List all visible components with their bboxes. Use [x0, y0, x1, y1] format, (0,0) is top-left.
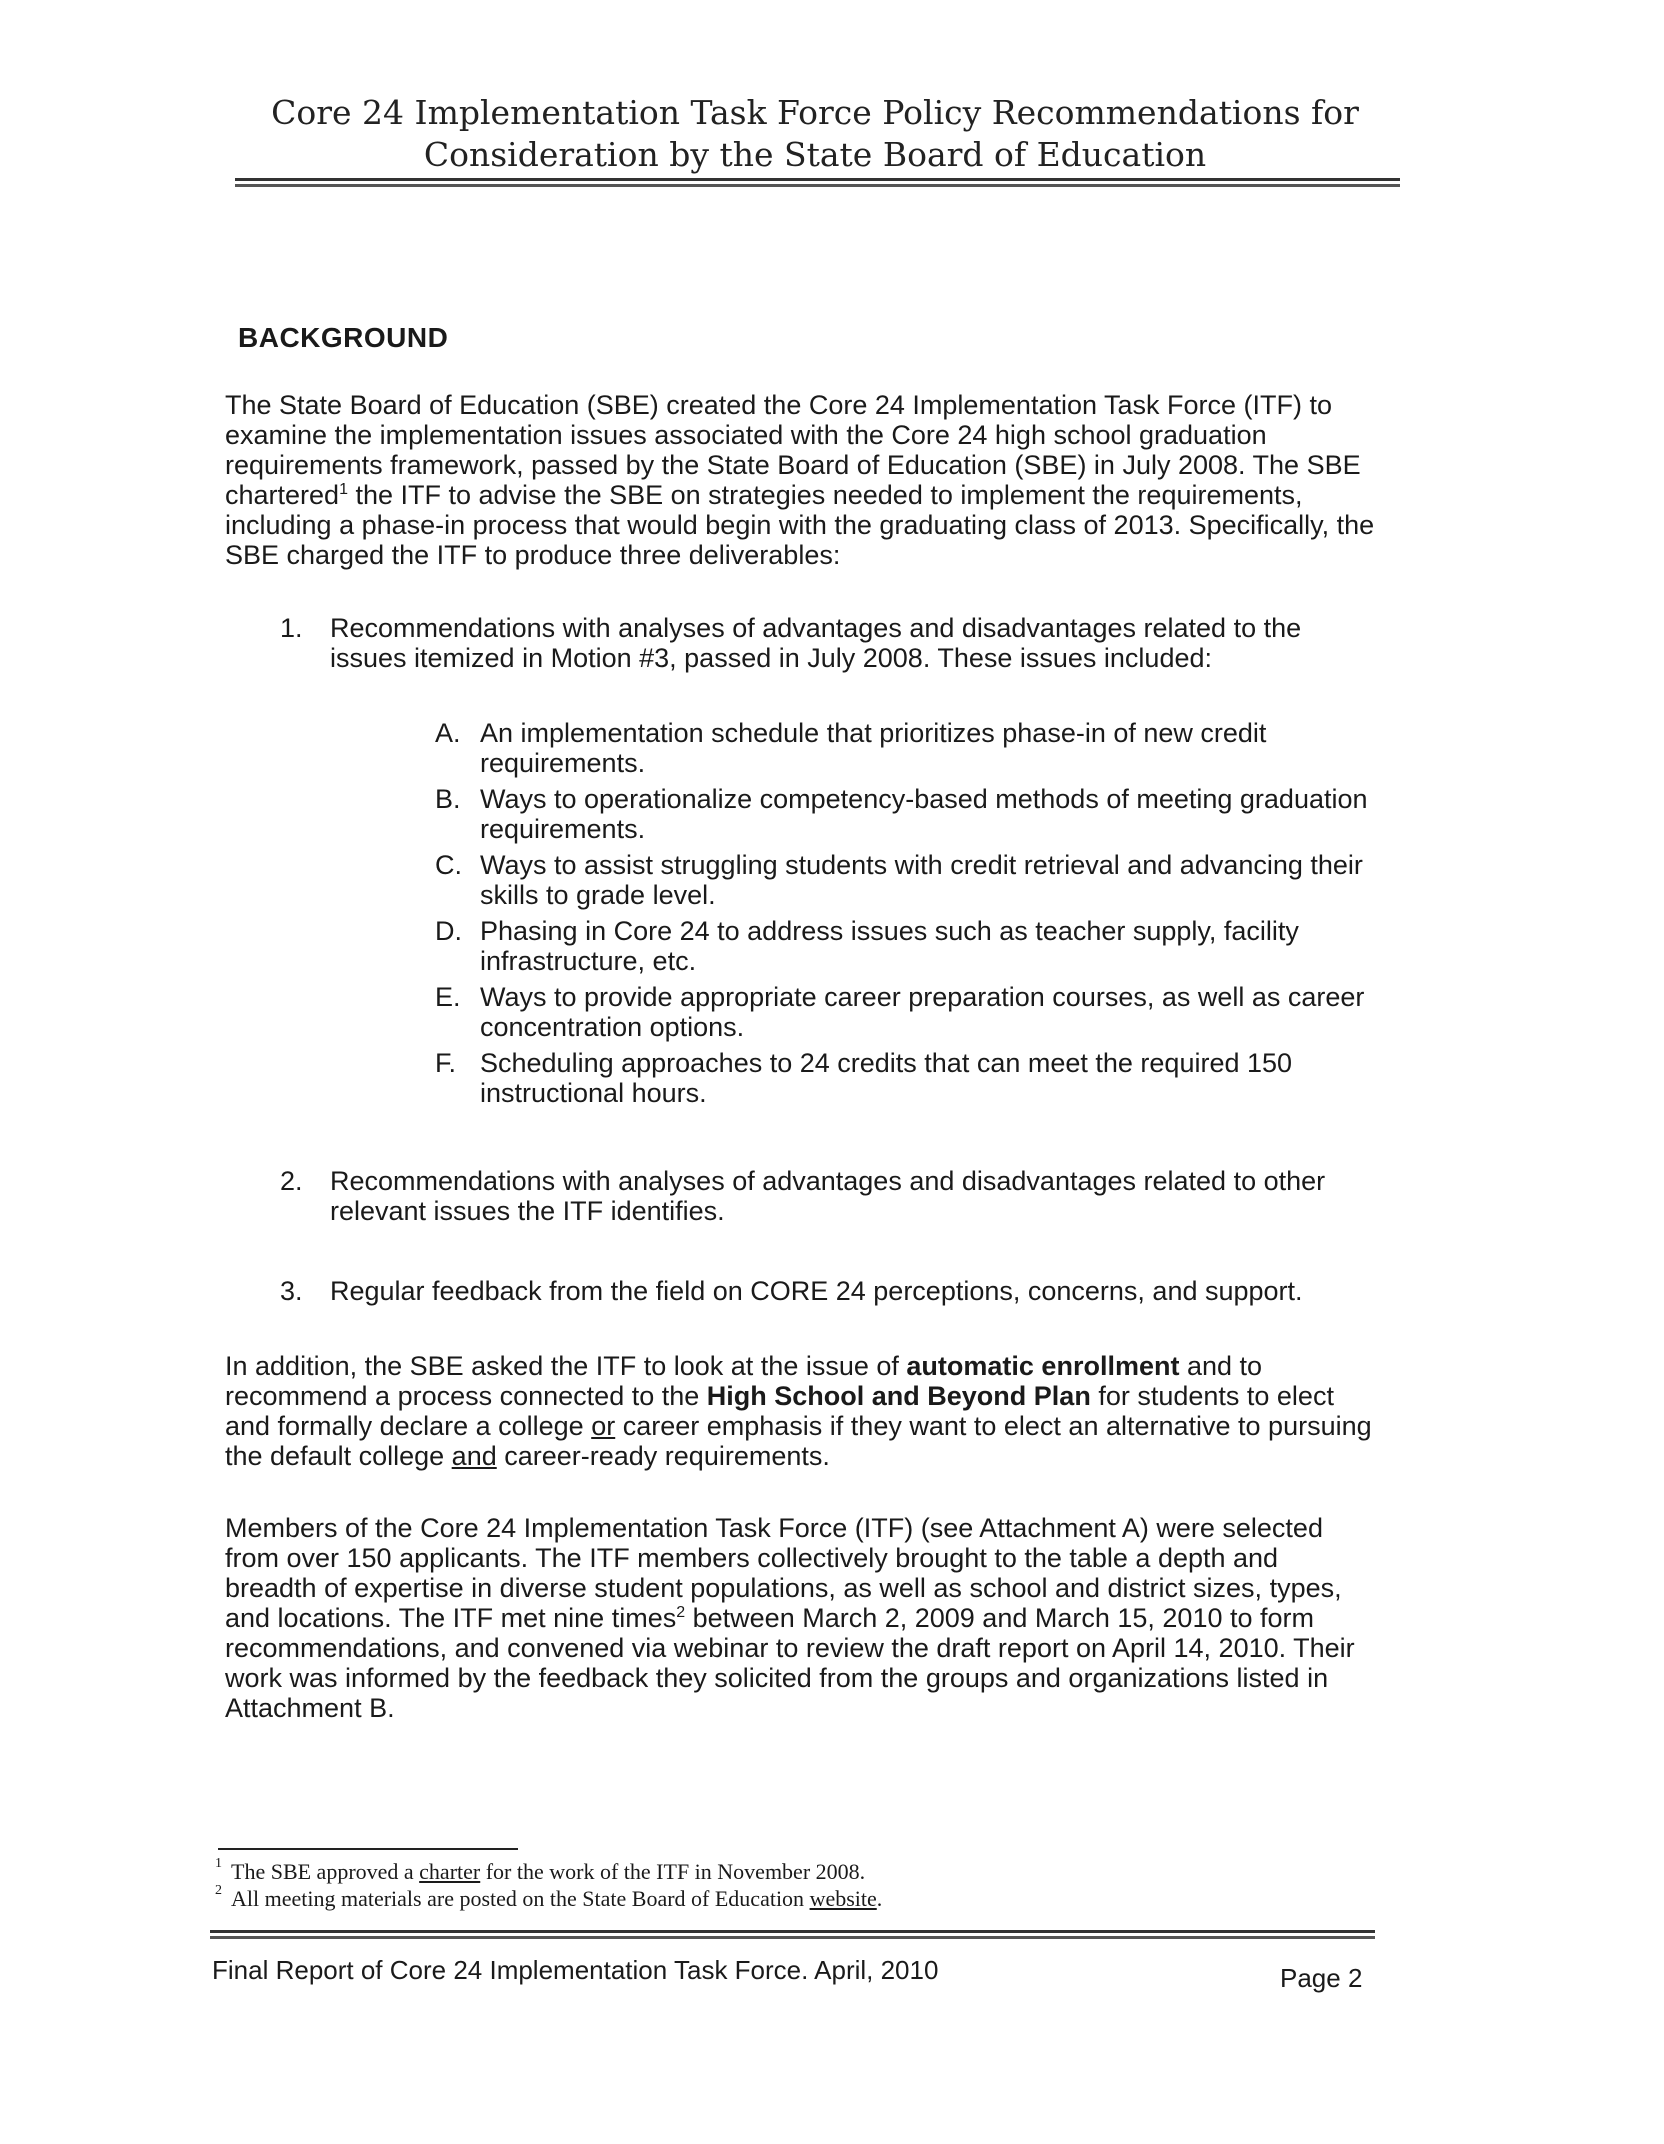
list-item — [225, 1166, 1375, 1226]
addition-text-4: career emphasis if they want to elect an alternative to pursuing the default college — [225, 1411, 1372, 1471]
sublist-item — [330, 982, 1375, 1042]
footnote-mark: 2 — [215, 1883, 222, 1898]
footnote-text: for the work of the ITF in November 2008. — [480, 1859, 866, 1884]
sublist-item — [330, 916, 1375, 976]
sublist-text: Phasing in Core 24 to address issues such as teacher supply, facility infrastructure, etc. — [480, 916, 1299, 976]
sublist-letter: B. — [435, 784, 461, 814]
intro-text-a: The State Board of Education (SBE) created the Core 24 Implementation Task Force (ITF) to examine the implementation issues associated with the Core 24 high school graduation requirements framework, passed by the State Board of Education (SBE) in July 2008. The SBE chartered — [225, 390, 1361, 510]
sublist-letter: F. — [435, 1048, 457, 1078]
charter-link[interactable]: charter — [419, 1859, 481, 1884]
document-body — [225, 390, 1375, 1723]
website-link[interactable]: website — [809, 1886, 877, 1911]
list-item-text: Recommendations with analyses of advantages and disadvantages related to other relevant issues the ITF identifies. — [330, 1166, 1326, 1226]
bold-high-school-beyond-plan: High School and Beyond Plan — [706, 1381, 1091, 1411]
sublist-letter: C. — [435, 850, 462, 880]
addition-text-2: and to recommend a process connected to the — [225, 1351, 1263, 1411]
header-rule — [235, 178, 1400, 187]
members-text-b: between March 2, 2009 and March 15, 2010 to form recommendations, and convened via webinar to review the draft report on April 14, 2010. Their work was informed by the feedback they solicited from the groups and organizations listed in Attachment B. — [225, 1603, 1355, 1723]
sublist-item — [330, 1048, 1375, 1108]
sublist-item — [330, 784, 1375, 844]
page-header — [230, 92, 1400, 176]
sublist-letter: E. — [435, 982, 461, 1012]
list-item — [225, 613, 1375, 1108]
footnote-rule — [218, 1848, 518, 1850]
footer-rule — [210, 1930, 1375, 1939]
members-text-a: Members of the Core 24 Implementation Task Force (ITF) (see Attachment A) were selected from over 150 applicants. The ITF members collectively brought to the table a depth and breadth of expertise in diverse student populations, as well as school and district sizes, types, and locations. The ITF met nine times — [225, 1513, 1342, 1633]
addition-text-1: In addition, the SBE asked the ITF to look at the issue of — [225, 1351, 907, 1381]
addition-text-3: for students to elect and formally declare a college — [225, 1381, 1334, 1441]
footnote-ref-1: 1 — [339, 481, 348, 498]
sublist-text: Scheduling approaches to 24 credits that can meet the required 150 instructional hours. — [480, 1048, 1293, 1108]
sublist-letter: D. — [435, 916, 462, 946]
sublist-text: Ways to provide appropriate career preparation courses, as well as career concentration options. — [480, 982, 1365, 1042]
footer-title: Final Report of Core 24 Implementation Task Force. April, 2010 — [212, 1955, 939, 1985]
footnote-2 — [215, 1885, 882, 1912]
list-item-number: 1. — [280, 613, 303, 643]
footnote-1 — [215, 1858, 882, 1885]
sublist-item — [330, 718, 1375, 778]
list-item — [225, 1276, 1375, 1306]
section-heading-background: BACKGROUND — [238, 322, 449, 353]
footnotes — [215, 1858, 882, 1912]
footnote-text: . — [876, 1886, 883, 1911]
footnote-mark: 1 — [215, 1856, 222, 1871]
list-item-text: Recommendations with analyses of advantages and disadvantages related to the issues itemized in Motion #3, passed in July 2008. These issues included: — [330, 613, 1302, 673]
footnote-text: The SBE approved a — [231, 1859, 420, 1884]
addition-paragraph — [225, 1351, 1375, 1471]
underlined-or: or — [591, 1411, 616, 1441]
page-number: Page 2 — [1280, 1963, 1363, 1993]
sublist-text: Ways to assist struggling students with credit retrieval and advancing their skills to grade level. — [480, 850, 1363, 910]
intro-paragraph — [225, 390, 1375, 570]
underlined-and: and — [451, 1441, 497, 1471]
intro-text-b: the ITF to advise the SBE on strategies needed to implement the requirements, including a phase-in process that would begin with the graduating class of 2013. Specifically, the SBE charged the ITF to produce three deliverables: — [225, 480, 1375, 570]
footnote-text: All meeting materials are posted on the State Board of Education — [231, 1886, 810, 1911]
list-item-text: Regular feedback from the field on CORE 24 perceptions, concerns, and support. — [330, 1276, 1303, 1306]
members-paragraph — [225, 1513, 1375, 1723]
issues-sublist — [330, 718, 1375, 1108]
sublist-item — [330, 850, 1375, 910]
sublist-text: An implementation schedule that prioritizes phase-in of new credit requirements. — [480, 718, 1267, 778]
list-item-number: 2. — [280, 1166, 303, 1196]
header-title-line2: Consideration by the State Board of Education — [423, 135, 1207, 174]
header-title-line1: Core 24 Implementation Task Force Policy Recommendations for — [271, 93, 1359, 132]
bold-automatic-enrollment: automatic enrollment — [906, 1351, 1180, 1381]
list-item-number: 3. — [280, 1276, 303, 1306]
addition-text-5: career-ready requirements. — [496, 1441, 830, 1471]
deliverables-list — [225, 613, 1375, 1306]
sublist-letter: A. — [435, 718, 461, 748]
footnote-ref-2: 2 — [676, 1604, 686, 1621]
sublist-text: Ways to operationalize competency-based methods of meeting graduation requirements. — [480, 784, 1368, 844]
